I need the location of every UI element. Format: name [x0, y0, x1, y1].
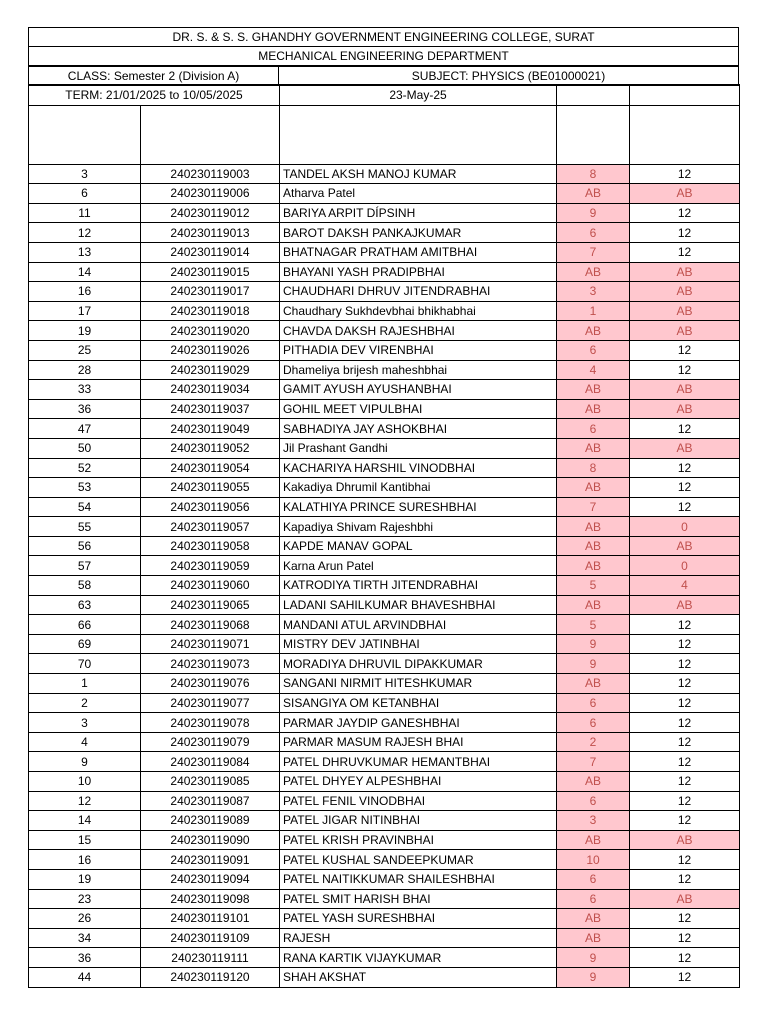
roll-no-cell: 57 — [29, 556, 141, 576]
student-name-cell: BHATNAGAR PRATHAM AMITBHAI — [280, 242, 557, 262]
enrollment-cell: 240230119120 — [141, 967, 280, 987]
table-row — [29, 497, 740, 517]
mark2-cell: AB — [630, 438, 740, 458]
roll-no-cell: 26 — [29, 909, 141, 929]
student-name-cell: KAPDE MANAV GOPAL — [280, 536, 557, 556]
mark1-cell: AB — [557, 909, 630, 929]
mark2-cell: 0 — [630, 556, 740, 576]
student-name-cell: PARMAR MASUM RAJESH BHAI — [280, 732, 557, 752]
mark2-cell: 12 — [630, 654, 740, 674]
attendance-sheet — [28, 27, 739, 988]
student-name-cell: KATRODIYA TIRTH JITENDRABHAI — [280, 576, 557, 596]
mark2-cell: 12 — [630, 693, 740, 713]
student-name-cell: PATEL SMIT HARISH BHAI — [280, 889, 557, 909]
enrollment-cell: 240230119029 — [141, 360, 280, 380]
table-row — [29, 438, 740, 458]
exam-date: 23-May-25 — [280, 85, 557, 105]
enrollment-cell: 240230119098 — [141, 889, 280, 909]
mark1-cell: AB — [557, 438, 630, 458]
mark1-cell: 3 — [557, 811, 630, 831]
mark1-cell: 6 — [557, 693, 630, 713]
mark2-cell: AB — [630, 282, 740, 302]
student-name-cell: SABHADIYA JAY ASHOKBHAI — [280, 419, 557, 439]
subject-label: SUBJECT: PHYSICS (BE01000021) — [411, 69, 606, 83]
roll-no-cell: 66 — [29, 615, 141, 635]
roll-no-cell: 13 — [29, 242, 141, 262]
roll-no-cell: 28 — [29, 360, 141, 380]
table-row — [29, 811, 740, 831]
enrollment-cell: 240230119020 — [141, 321, 280, 341]
blank-cell — [630, 105, 740, 164]
student-name-cell: SISANGIYA OM KETANBHAI — [280, 693, 557, 713]
enrollment-cell: 240230119026 — [141, 340, 280, 360]
roll-no-cell: 19 — [29, 321, 141, 341]
roll-no-cell: 6 — [29, 184, 141, 204]
enrollment-cell: 240230119076 — [141, 674, 280, 694]
table-row — [29, 399, 740, 419]
roll-no-cell: 44 — [29, 967, 141, 987]
student-name-cell: BHAYANI YASH PRADIPBHAI — [280, 262, 557, 282]
table-row — [29, 360, 740, 380]
student-name-cell: Dhameliya brijesh maheshbhai — [280, 360, 557, 380]
enrollment-cell: 240230119065 — [141, 595, 280, 615]
student-name-cell: SHAH AKSHAT — [280, 967, 557, 987]
mark2-cell: 12 — [630, 909, 740, 929]
student-name-cell: PATEL DHYEY ALPESHBHAI — [280, 772, 557, 792]
student-name-cell: RANA KARTIK VIJAYKUMAR — [280, 948, 557, 968]
table-row — [29, 419, 740, 439]
mark2-cell: 12 — [630, 615, 740, 635]
roll-no-cell: 23 — [29, 889, 141, 909]
student-name-cell: Karna Arun Patel — [280, 556, 557, 576]
department-title: MECHANICAL ENGINEERING DEPARTMENT — [28, 46, 739, 65]
table-row — [29, 321, 740, 341]
student-name-cell: SANGANI NIRMIT HITESHKUMAR — [280, 674, 557, 694]
mark2-cell: AB — [630, 380, 740, 400]
enrollment-cell: 240230119090 — [141, 830, 280, 850]
enrollment-cell: 240230119014 — [141, 242, 280, 262]
student-name-cell: Jil Prashant Gandhi — [280, 438, 557, 458]
mark1-cell: AB — [557, 772, 630, 792]
student-name-cell: MORADIYA DHRUVIL DIPAKKUMAR — [280, 654, 557, 674]
enrollment-cell: 240230119084 — [141, 752, 280, 772]
table-row — [29, 850, 740, 870]
roll-no-cell: 3 — [29, 164, 141, 184]
mark1-cell: 2 — [557, 732, 630, 752]
student-name-cell: PARMAR JAYDIP GANESHBHAI — [280, 713, 557, 733]
roll-no-cell: 12 — [29, 791, 141, 811]
mark1-cell: 9 — [557, 634, 630, 654]
student-name-cell: PATEL KUSHAL SANDEEPKUMAR — [280, 850, 557, 870]
mark2-cell: 12 — [630, 634, 740, 654]
mark1-cell: AB — [557, 674, 630, 694]
mark2-cell: 12 — [630, 458, 740, 478]
table-row — [29, 732, 740, 752]
mark1-cell: 9 — [557, 203, 630, 223]
mark1-cell: AB — [557, 595, 630, 615]
enrollment-cell: 240230119085 — [141, 772, 280, 792]
student-name-cell: Chaudhary Sukhdevbhai bhikhabhai — [280, 301, 557, 321]
mark1-cell: 6 — [557, 713, 630, 733]
mark2-cell: 12 — [630, 360, 740, 380]
mark1-cell: 5 — [557, 615, 630, 635]
enrollment-cell: 240230119052 — [141, 438, 280, 458]
roll-no-cell: 1 — [29, 674, 141, 694]
student-name-cell: GAMIT AYUSH AYUSHANBHAI — [280, 380, 557, 400]
enrollment-cell: 240230119077 — [141, 693, 280, 713]
student-name-cell: LADANI SAHILKUMAR BHAVESHBHAI — [280, 595, 557, 615]
term-label: TERM: 21/01/2025 to 10/05/2025 — [29, 85, 280, 105]
mark1-cell: AB — [557, 478, 630, 498]
roll-no-cell: 33 — [29, 380, 141, 400]
enrollment-cell: 240230119056 — [141, 497, 280, 517]
enrollment-cell: 240230119094 — [141, 869, 280, 889]
table-row — [29, 615, 740, 635]
roll-no-cell: 70 — [29, 654, 141, 674]
roll-no-cell: 12 — [29, 223, 141, 243]
roll-no-cell: 34 — [29, 928, 141, 948]
blank-cell — [280, 105, 557, 164]
table-row — [29, 556, 740, 576]
blank-cell — [29, 105, 141, 164]
mark1-cell: 6 — [557, 791, 630, 811]
table-row — [29, 909, 740, 929]
student-name-cell: PATEL FENIL VINODBHAI — [280, 791, 557, 811]
roll-no-cell: 11 — [29, 203, 141, 223]
mark2-cell: 12 — [630, 928, 740, 948]
mark1-cell: AB — [557, 830, 630, 850]
mark1-cell: 9 — [557, 948, 630, 968]
mark1-cell: 8 — [557, 164, 630, 184]
student-rows — [29, 164, 740, 987]
roll-no-cell: 4 — [29, 732, 141, 752]
mark2-cell: AB — [630, 301, 740, 321]
mark2-cell: 12 — [630, 223, 740, 243]
mark2-cell: 12 — [630, 713, 740, 733]
mark2-cell: AB — [630, 321, 740, 341]
roll-no-cell: 17 — [29, 301, 141, 321]
enrollment-cell: 240230119060 — [141, 576, 280, 596]
mark1-cell: AB — [557, 556, 630, 576]
mark1-cell: AB — [557, 399, 630, 419]
mark1-cell: AB — [557, 928, 630, 948]
class-subject-row — [28, 65, 739, 84]
mark1-cell: AB — [557, 380, 630, 400]
enrollment-cell: 240230119017 — [141, 282, 280, 302]
mark2-cell: 12 — [630, 869, 740, 889]
roll-no-cell: 50 — [29, 438, 141, 458]
student-name-cell: PATEL JIGAR NITINBHAI — [280, 811, 557, 831]
roll-no-cell: 52 — [29, 458, 141, 478]
enrollment-cell: 240230119015 — [141, 262, 280, 282]
enrollment-cell: 240230119089 — [141, 811, 280, 831]
mark2-cell: 12 — [630, 164, 740, 184]
enrollment-cell: 240230119055 — [141, 478, 280, 498]
roll-no-cell: 2 — [29, 693, 141, 713]
roll-no-cell: 69 — [29, 634, 141, 654]
roll-no-cell: 16 — [29, 850, 141, 870]
table-row — [29, 674, 740, 694]
table-row — [29, 203, 740, 223]
table-row — [29, 164, 740, 184]
student-name-cell: PATEL YASH SURESHBHAI — [280, 909, 557, 929]
mark2-cell: AB — [630, 889, 740, 909]
table-row — [29, 772, 740, 792]
table-row — [29, 536, 740, 556]
roll-no-cell: 36 — [29, 399, 141, 419]
mark1-cell: 1 — [557, 301, 630, 321]
roll-no-cell: 15 — [29, 830, 141, 850]
enrollment-cell: 240230119058 — [141, 536, 280, 556]
mark2-cell: AB — [630, 595, 740, 615]
table-row — [29, 184, 740, 204]
mark1-cell: AB — [557, 262, 630, 282]
enrollment-cell: 240230119087 — [141, 791, 280, 811]
mark1-cell: AB — [557, 184, 630, 204]
table-row — [29, 752, 740, 772]
header-cell — [557, 85, 630, 105]
table-row — [29, 340, 740, 360]
roll-no-cell: 56 — [29, 536, 141, 556]
student-name-cell: KALATHIYA PRINCE SURESHBHAI — [280, 497, 557, 517]
table-row — [29, 830, 740, 850]
roll-no-cell: 16 — [29, 282, 141, 302]
mark1-cell: 6 — [557, 223, 630, 243]
blank-cell — [557, 105, 630, 164]
table-row — [29, 517, 740, 537]
mark1-cell: 6 — [557, 340, 630, 360]
table-row — [29, 478, 740, 498]
table-row — [29, 889, 740, 909]
roll-no-cell: 54 — [29, 497, 141, 517]
student-name-cell: Atharva Patel — [280, 184, 557, 204]
table-row — [29, 948, 740, 968]
enrollment-cell: 240230119034 — [141, 380, 280, 400]
mark2-cell: 12 — [630, 967, 740, 987]
mark2-cell: AB — [630, 184, 740, 204]
student-name-cell: PATEL DHRUVKUMAR HEMANTBHAI — [280, 752, 557, 772]
roll-no-cell: 14 — [29, 811, 141, 831]
mark2-cell: AB — [630, 399, 740, 419]
mark2-cell: 12 — [630, 340, 740, 360]
header-cell — [630, 85, 740, 105]
table-row — [29, 595, 740, 615]
roll-no-cell: 10 — [29, 772, 141, 792]
table-row — [29, 634, 740, 654]
table-row — [29, 654, 740, 674]
mark1-cell: 9 — [557, 654, 630, 674]
roll-no-cell: 63 — [29, 595, 141, 615]
mark2-cell: 12 — [630, 772, 740, 792]
mark2-cell: 12 — [630, 419, 740, 439]
mark2-cell: AB — [630, 536, 740, 556]
mark1-cell: 10 — [557, 850, 630, 870]
table-row — [29, 223, 740, 243]
mark2-cell: 12 — [630, 497, 740, 517]
mark2-cell: 12 — [630, 948, 740, 968]
mark1-cell: AB — [557, 517, 630, 537]
student-name-cell: MISTRY DEV JATINBHAI — [280, 634, 557, 654]
student-name-cell: CHAVDA DAKSH RAJESHBHAI — [280, 321, 557, 341]
student-name-cell: PATEL NAITIKKUMAR SHAILESHBHAI — [280, 869, 557, 889]
mark1-cell: 6 — [557, 889, 630, 909]
table-row — [29, 869, 740, 889]
enrollment-cell: 240230119057 — [141, 517, 280, 537]
enrollment-cell: 240230119111 — [141, 948, 280, 968]
table-row — [29, 458, 740, 478]
mark2-cell: 12 — [630, 242, 740, 262]
table-row — [29, 928, 740, 948]
student-name-cell: GOHIL MEET VIPULBHAI — [280, 399, 557, 419]
enrollment-cell: 240230119012 — [141, 203, 280, 223]
marks-table — [28, 84, 740, 988]
mark1-cell: 8 — [557, 458, 630, 478]
table-row — [29, 282, 740, 302]
roll-no-cell: 53 — [29, 478, 141, 498]
mark1-cell: 5 — [557, 576, 630, 596]
enrollment-cell: 240230119071 — [141, 634, 280, 654]
enrollment-cell: 240230119078 — [141, 713, 280, 733]
enrollment-cell: 240230119059 — [141, 556, 280, 576]
mark2-cell: 12 — [630, 752, 740, 772]
student-name-cell: PITHADIA DEV VIRENBHAI — [280, 340, 557, 360]
mark1-cell: 6 — [557, 869, 630, 889]
roll-no-cell: 3 — [29, 713, 141, 733]
table-row — [29, 242, 740, 262]
table-row — [29, 967, 740, 987]
enrollment-cell: 240230119109 — [141, 928, 280, 948]
mark2-cell: 12 — [630, 811, 740, 831]
enrollment-cell: 240230119003 — [141, 164, 280, 184]
college-title: DR. S. & S. S. GHANDHY GOVERNMENT ENGINEERING COLLEGE, SURAT — [28, 27, 739, 46]
mark2-cell: 12 — [630, 203, 740, 223]
enrollment-cell: 240230119018 — [141, 301, 280, 321]
student-name-cell: TANDEL AKSH MANOJ KUMAR — [280, 164, 557, 184]
student-name-cell: KACHARIYA HARSHIL VINODBHAI — [280, 458, 557, 478]
enrollment-cell: 240230119101 — [141, 909, 280, 929]
table-row — [29, 791, 740, 811]
roll-no-cell: 9 — [29, 752, 141, 772]
table-row — [29, 576, 740, 596]
roll-no-cell: 55 — [29, 517, 141, 537]
roll-no-cell: 14 — [29, 262, 141, 282]
roll-no-cell: 58 — [29, 576, 141, 596]
enrollment-cell: 240230119006 — [141, 184, 280, 204]
mark2-cell: 12 — [630, 732, 740, 752]
mark1-cell: 7 — [557, 497, 630, 517]
enrollment-cell: 240230119049 — [141, 419, 280, 439]
enrollment-cell: 240230119079 — [141, 732, 280, 752]
blank-cell — [141, 105, 280, 164]
mark1-cell: 6 — [557, 419, 630, 439]
table-row — [29, 693, 740, 713]
table-row — [29, 262, 740, 282]
student-name-cell: Kakadiya Dhrumil Kantibhai — [280, 478, 557, 498]
mark2-cell: 4 — [630, 576, 740, 596]
roll-no-cell: 19 — [29, 869, 141, 889]
roll-no-cell: 36 — [29, 948, 141, 968]
mark2-cell: 12 — [630, 674, 740, 694]
table-row — [29, 713, 740, 733]
student-name-cell: PATEL KRISH PRAVINBHAI — [280, 830, 557, 850]
mark2-cell: AB — [630, 830, 740, 850]
student-name-cell: Kapadiya Shivam Rajeshbhi — [280, 517, 557, 537]
mark1-cell: 7 — [557, 242, 630, 262]
enrollment-cell: 240230119054 — [141, 458, 280, 478]
roll-no-cell: 47 — [29, 419, 141, 439]
enrollment-cell: 240230119037 — [141, 399, 280, 419]
mark2-cell: 0 — [630, 517, 740, 537]
enrollment-cell: 240230119091 — [141, 850, 280, 870]
mark1-cell: 4 — [557, 360, 630, 380]
student-name-cell: BAROT DAKSH PANKAJKUMAR — [280, 223, 557, 243]
mark2-cell: 12 — [630, 850, 740, 870]
student-name-cell: BARIYA ARPIT DÍPSINH — [280, 203, 557, 223]
mark2-cell: AB — [630, 262, 740, 282]
student-name-cell: RAJESH — [280, 928, 557, 948]
mark1-cell: 7 — [557, 752, 630, 772]
roll-no-cell: 25 — [29, 340, 141, 360]
class-label: CLASS: Semester 2 (Division A) — [29, 67, 279, 84]
enrollment-cell: 240230119073 — [141, 654, 280, 674]
enrollment-cell: 240230119068 — [141, 615, 280, 635]
mark1-cell: 9 — [557, 967, 630, 987]
student-name-cell: CHAUDHARI DHRUV JITENDRABHAI — [280, 282, 557, 302]
mark1-cell: AB — [557, 321, 630, 341]
enrollment-cell: 240230119013 — [141, 223, 280, 243]
mark1-cell: AB — [557, 536, 630, 556]
student-name-cell: MANDANI ATUL ARVINDBHAI — [280, 615, 557, 635]
mark2-cell: 12 — [630, 791, 740, 811]
mark1-cell: 3 — [557, 282, 630, 302]
table-row — [29, 380, 740, 400]
blank-header-row — [29, 105, 740, 164]
mark2-cell: 12 — [630, 478, 740, 498]
table-row — [29, 301, 740, 321]
